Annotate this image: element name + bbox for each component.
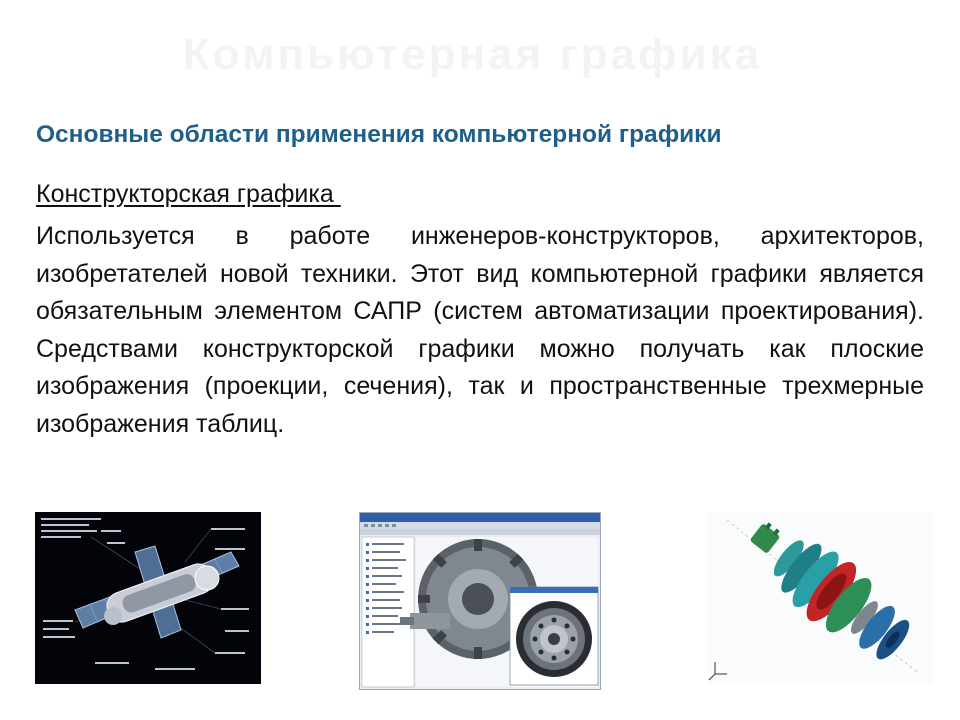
space-station-illustration	[35, 512, 261, 684]
3d-mechanical-assembly-image	[707, 512, 933, 684]
slide-subtitle: Основные области применения компьютерной графики	[36, 121, 722, 148]
section-heading: Конструкторская графика	[36, 180, 341, 208]
body-paragraph: Используется в работе инженеров-конструкторов, архитекторов, изобретателей новой техники. Этот вид компьютерной графики является обязательным элементом САПР (систем автоматизации проектирования). Средствами конструкторской графики можно получать как плоские изображения (проекции, сечения), так и пространственные трехмерные изображения таблиц.	[36, 222, 924, 438]
exploded-assembly-illustration	[707, 512, 933, 684]
cad-window-illustration	[360, 513, 600, 689]
cad-software-screenshot	[359, 512, 601, 690]
watermark-title: Компьютерная графика	[182, 30, 763, 79]
space-station-image	[35, 512, 261, 684]
